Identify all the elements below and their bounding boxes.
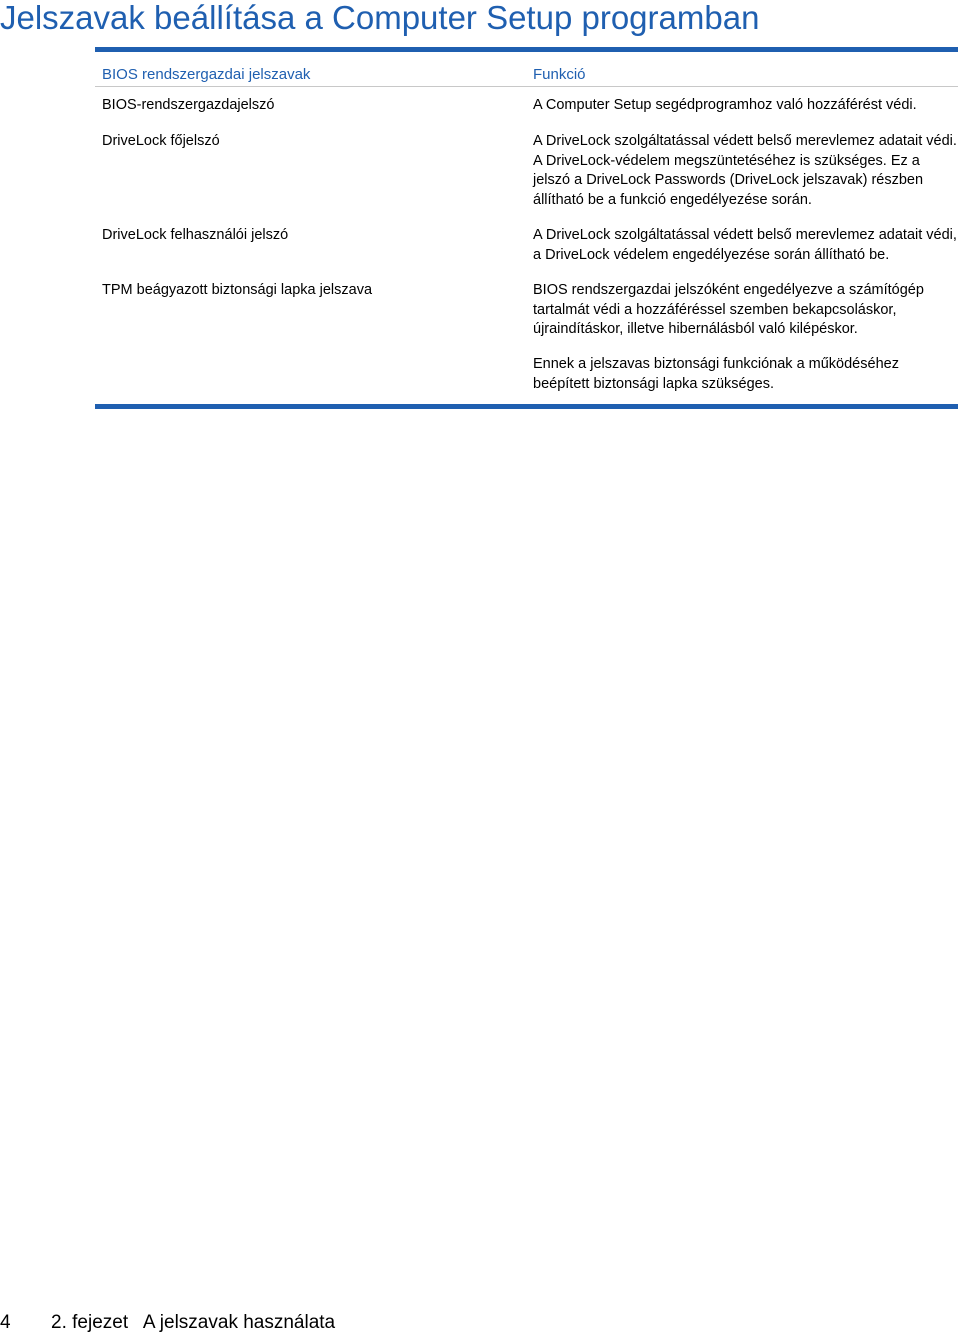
password-function: Ennek a jelszavas biztonsági funkciónak a működéséhez beépített biztonsági lapka szükséges.: [533, 356, 899, 392]
chapter-title: 2. fejezet A jelszavak használata: [51, 1312, 336, 1333]
password-name: DriveLock felhasználói jelszó: [102, 227, 289, 243]
page-footer: [0, 1312, 335, 1334]
table-bottom-rule: [95, 404, 958, 409]
page-number: 4: [0, 1312, 11, 1333]
table-header-row: [95, 52, 958, 87]
page-title: Jelszavak beállítása a Computer Setup programban: [0, 0, 760, 36]
password-name: DriveLock főjelszó: [102, 133, 220, 149]
password-name: TPM beágyazott biztonsági lapka jelszava: [102, 282, 373, 298]
column-header-passwords: BIOS rendszergazdai jelszavak: [102, 66, 311, 83]
password-name: [95, 346, 526, 355]
password-function: BIOS rendszergazdai jelszóként engedélyezve a számítógép tartalmát védi a hozzáféréssel szemben bekapcsoláskor, újraindításkor, illetve hibernálásból való kilépéskor.: [533, 282, 924, 337]
password-function: A Computer Setup segédprogramhoz való hozzáférést védi.: [533, 97, 917, 113]
table-row: [95, 272, 958, 346]
password-table: [95, 47, 958, 409]
table-row: [95, 217, 958, 272]
password-function: A DriveLock szolgáltatással védett belső merevlemez adatait védi. A DriveLock-védelem megszüntetéséhez is szükséges. Ez a jelszó a DriveLock Passwords (DriveLock jelszavak) részben állítható be a funkció engedélyezése során.: [533, 133, 957, 208]
column-header-function: Funkció: [533, 66, 586, 83]
table-row: [95, 123, 958, 217]
table-row: [95, 346, 958, 404]
password-name: BIOS-rendszergazdajelszó: [102, 97, 275, 113]
password-function: A DriveLock szolgáltatással védett belső merevlemez adatait védi, a DriveLock védelem engedélyezése során állítható be.: [533, 227, 957, 263]
table-row: [95, 87, 958, 123]
